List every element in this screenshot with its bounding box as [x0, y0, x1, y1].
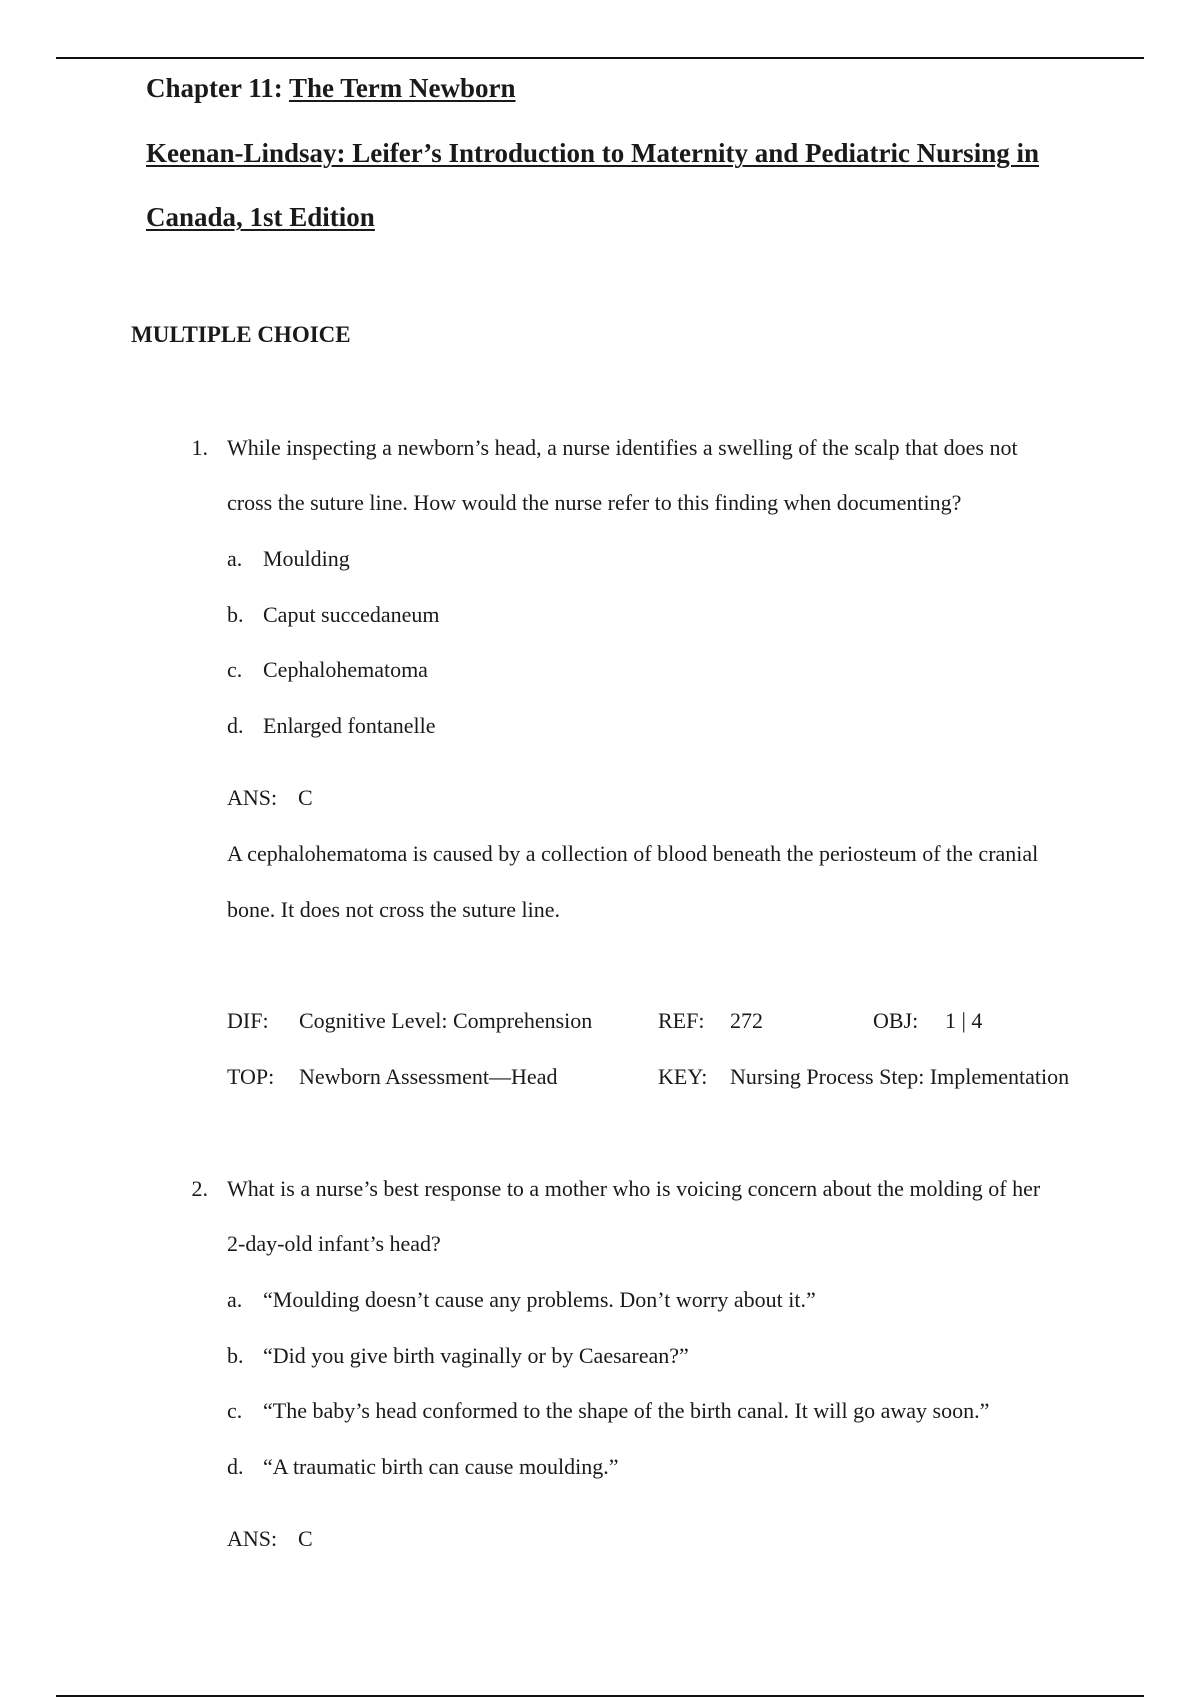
option-letter: c. — [227, 1398, 243, 1423]
answer-label: ANS: — [227, 785, 278, 810]
top-rule — [56, 57, 1144, 59]
option-text: “A traumatic birth can cause moulding.” — [263, 1454, 619, 1479]
option-letter: d. — [227, 1454, 244, 1479]
question-number: 2. — [191, 1176, 208, 1201]
top-value: Newborn Assessment—Head — [299, 1064, 558, 1089]
answer-label: ANS: — [227, 1526, 278, 1551]
question-number: 1. — [191, 435, 208, 460]
rationale-line2: bone. It does not cross the suture line. — [227, 897, 560, 922]
key-label: KEY: — [658, 1064, 708, 1089]
option-letter: c. — [227, 657, 243, 682]
bottom-rule — [56, 1695, 1144, 1697]
book-title-line1: Keenan-Lindsay: Leifer’s Introduction to Maternity and Pediatric Nursing in — [146, 138, 1039, 168]
option-text: Moulding — [263, 546, 350, 571]
answer-value: C — [298, 1526, 313, 1551]
key-value: Nursing Process Step: Implementation — [730, 1064, 1070, 1089]
question-stem-line2: 2-day-old infant’s head? — [227, 1231, 441, 1256]
option-text: Enlarged fontanelle — [263, 713, 436, 738]
chapter-title: The Term Newborn — [289, 73, 516, 103]
top-label: TOP: — [227, 1064, 275, 1089]
section-title: MULTIPLE CHOICE — [131, 322, 351, 347]
option-text: Cephalohematoma — [263, 657, 428, 682]
obj-label: OBJ: — [873, 1008, 919, 1033]
option-letter: a. — [227, 546, 243, 571]
option-text: Caput succedaneum — [263, 602, 440, 627]
dif-label: DIF: — [227, 1008, 269, 1033]
ref-value: 272 — [730, 1008, 763, 1033]
book-title-line2: Canada, 1st Edition — [146, 202, 375, 232]
chapter-heading — [146, 72, 516, 104]
obj-value: 1 | 4 — [945, 1008, 983, 1033]
chapter-prefix: Chapter 11: — [146, 73, 290, 103]
option-letter: d. — [227, 713, 244, 738]
answer-value: C — [298, 785, 313, 810]
option-text: “The baby’s head conformed to the shape of the birth canal. It will go away soon.” — [263, 1398, 990, 1423]
dif-value: Cognitive Level: Comprehension — [299, 1008, 593, 1033]
question-stem-line1: What is a nurse’s best response to a mother who is voicing concern about the molding of her — [227, 1176, 1041, 1201]
question-stem-line1: While inspecting a newborn’s head, a nurse identifies a swelling of the scalp that does not — [227, 435, 1018, 460]
option-text: “Did you give birth vaginally or by Caesarean?” — [263, 1343, 689, 1368]
option-letter: b. — [227, 602, 244, 627]
ref-label: REF: — [658, 1008, 705, 1033]
rationale-line1: A cephalohematoma is caused by a collection of blood beneath the periosteum of the cranial — [227, 841, 1039, 866]
option-letter: b. — [227, 1343, 244, 1368]
question-stem-line2: cross the suture line. How would the nurse refer to this finding when documenting? — [227, 490, 962, 515]
option-letter: a. — [227, 1287, 243, 1312]
option-text: “Moulding doesn’t cause any problems. Don’t worry about it.” — [263, 1287, 816, 1312]
